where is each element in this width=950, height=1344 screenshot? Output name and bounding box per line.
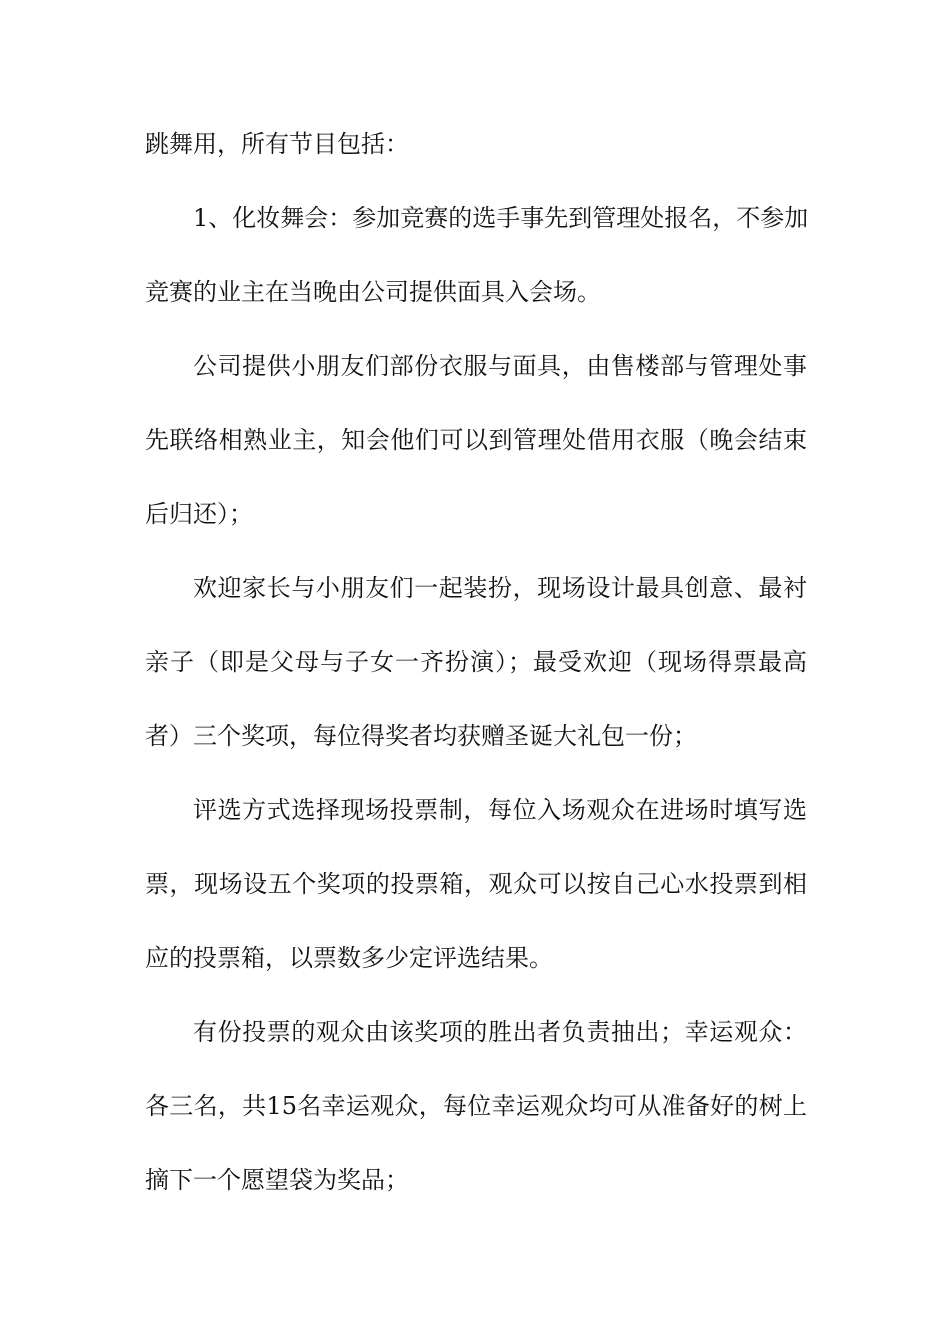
text-line: 各三名，共15名幸运观众，每位幸运观众均可从准备好的树上 (145, 1092, 807, 1120)
text-line: 后归还）； (145, 500, 253, 528)
text-line: 票，现场设五个奖项的投票箱，观众可以按自己心水投票到相 (145, 870, 807, 898)
text-line: 欢迎家长与小朋友们一起装扮，现场设计最具创意、最衬 (193, 574, 807, 602)
text-line: 跳舞用，所有节目包括： (145, 130, 409, 158)
text-line: 亲子（即是父母与子女一齐扮演）；最受欢迎（现场得票最高 (145, 648, 807, 676)
text-line: 摘下一个愿望袋为奖品； (145, 1166, 409, 1194)
text-line: 1、化妆舞会：参加竞赛的选手事先到管理处报名，不参加 (193, 204, 809, 232)
text-line: 竞赛的业主在当晚由公司提供面具入会场。 (145, 278, 601, 306)
text-line: 先联络相熟业主，知会他们可以到管理处借用衣服（晚会结束 (145, 426, 807, 454)
text-line: 者）三个奖项，每位得奖者均获赠圣诞大礼包一份； (145, 722, 697, 750)
text-line: 应的投票箱，以票数多少定评选结果。 (145, 944, 553, 972)
text-line: 有份投票的观众由该奖项的胜出者负责抽出；幸运观众： (193, 1018, 807, 1046)
text-line: 评选方式选择现场投票制，每位入场观众在进场时填写选 (193, 796, 807, 824)
text-line: 公司提供小朋友们部份衣服与面具，由售楼部与管理处事 (193, 352, 807, 380)
